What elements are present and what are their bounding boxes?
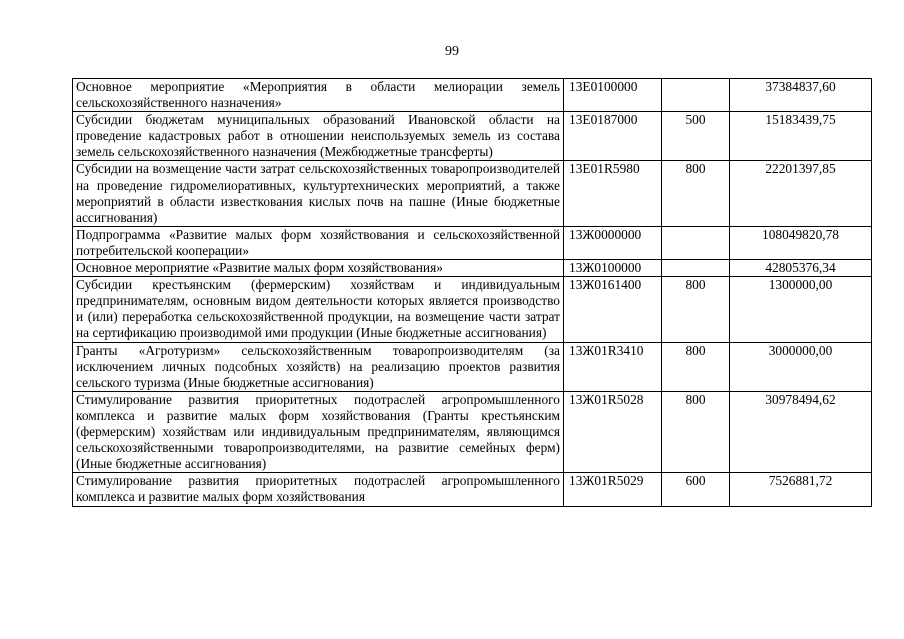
table-row [73, 79, 872, 112]
row-code-cell: 13Е0100000 [564, 79, 662, 112]
table-row [73, 260, 872, 277]
row-sum-cell: 108049820,78 [730, 226, 872, 259]
table-row [73, 161, 872, 226]
row-code-cell: 13Ж0161400 [564, 277, 662, 342]
row-type-cell [662, 226, 730, 259]
row-code-cell: 13Ж0000000 [564, 226, 662, 259]
table-row [73, 226, 872, 259]
row-name-cell: Основное мероприятие «Развитие малых форм хозяйствования» [73, 260, 564, 277]
row-sum-cell: 30978494,62 [730, 391, 872, 472]
row-type-cell: 800 [662, 277, 730, 342]
row-sum-cell: 37384837,60 [730, 79, 872, 112]
row-name-cell: Гранты «Агротуризм» сельскохозяйственным товаропроизводителям (за исключением личных подсобных хозяйств) на реализацию проектов развития сельского туризма (Иные бюджетные ассигнования) [73, 342, 564, 391]
row-name-cell: Подпрограмма «Развитие малых форм хозяйствования и сельскохозяйственной потребительской кооперации» [73, 226, 564, 259]
row-type-cell: 600 [662, 473, 730, 507]
page-number: 99 [445, 44, 459, 59]
row-sum-cell: 42805376,34 [730, 260, 872, 277]
row-name-cell: Основное мероприятие «Мероприятия в области мелиорации земель сельскохозяйственного назначения» [73, 79, 564, 112]
row-type-cell: 800 [662, 342, 730, 391]
row-name-cell: Субсидии бюджетам муниципальных образований Ивановской области на проведение кадастровых работ в отношении неиспользуемых земель из состава земель сельскохозяйственного назначения (Межбюджетные трансферты) [73, 112, 564, 161]
row-name-cell: Стимулирование развития приоритетных подотраслей агропромышленного комплекса и развитие малых форм хозяйствования [73, 473, 564, 507]
row-code-cell: 13Ж01R3410 [564, 342, 662, 391]
row-code-cell: 13Ж01R5028 [564, 391, 662, 472]
row-type-cell: 800 [662, 161, 730, 226]
budget-table [72, 78, 872, 507]
row-name-cell: Субсидии на возмещение части затрат сельскохозяйственных товаропроизводителей на проведение гидромелиоративных, культуртехнических мероприятий, а также мероприятий в области известкования кислых почв на пашне (Иные бюджетные ассигнования) [73, 161, 564, 226]
row-name-cell: Субсидии крестьянским (фермерским) хозяйствам и индивидуальным предпринимателям, основным видом деятельности которых является производство и (или) переработка сельскохозяйственной продукции, на возмещение части затрат на сертификацию производимой ими продукции (Иные бюджетные ассигнования) [73, 277, 564, 342]
table-row [73, 473, 872, 507]
row-code-cell: 13Ж0100000 [564, 260, 662, 277]
row-type-cell: 800 [662, 391, 730, 472]
row-name-cell: Стимулирование развития приоритетных подотраслей агропромышленного комплекса и развитие малых форм хозяйствования (Гранты крестьянским (фермерским) хозяйствам или индивидуальным предпринимателям, являющимся сельскохозяйственными товаропроизводителями, на развитие семейных ферм) (Иные бюджетные ассигнования) [73, 391, 564, 472]
row-sum-cell: 7526881,72 [730, 473, 872, 507]
row-type-cell [662, 260, 730, 277]
row-code-cell: 13Ж01R5029 [564, 473, 662, 507]
table-row [73, 277, 872, 342]
row-code-cell: 13Е0187000 [564, 112, 662, 161]
table-row [73, 391, 872, 472]
row-code-cell: 13Е01R5980 [564, 161, 662, 226]
row-sum-cell: 3000000,00 [730, 342, 872, 391]
row-sum-cell: 1300000,00 [730, 277, 872, 342]
row-sum-cell: 15183439,75 [730, 112, 872, 161]
row-sum-cell: 22201397,85 [730, 161, 872, 226]
table-row [73, 342, 872, 391]
table-row [73, 112, 872, 161]
row-type-cell: 500 [662, 112, 730, 161]
row-type-cell [662, 79, 730, 112]
